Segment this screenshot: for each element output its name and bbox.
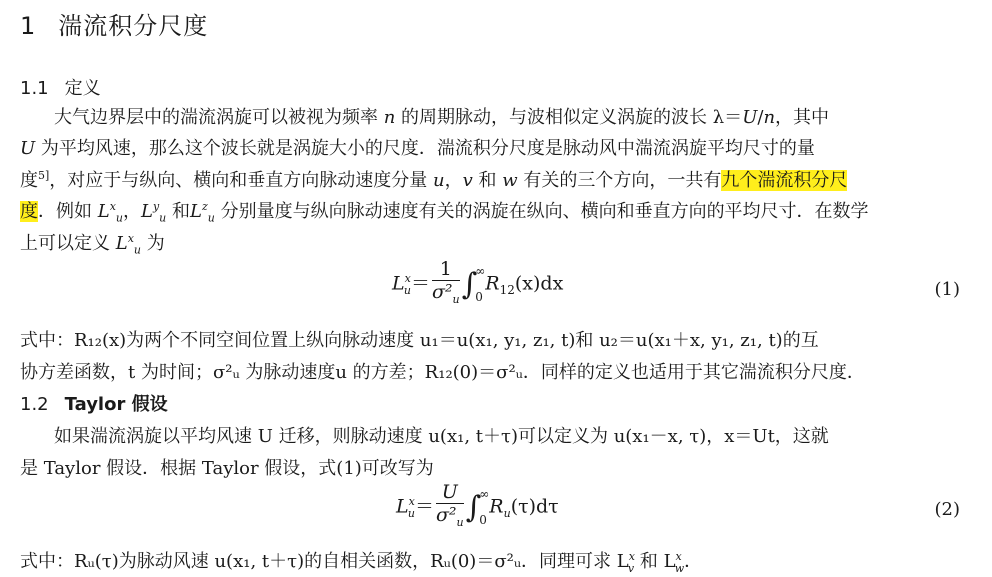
text-span: n	[383, 107, 396, 128]
text-span: 上可以定义	[20, 233, 116, 254]
text-span: z	[201, 200, 208, 213]
equation-2	[396, 481, 559, 534]
text-span: ∞	[479, 487, 490, 502]
text-span: 1	[432, 258, 460, 281]
subsection-heading-definition	[20, 74, 101, 100]
text-span: L	[190, 201, 202, 222]
text-span: u	[133, 243, 141, 257]
text-span: ∫	[461, 266, 478, 302]
paragraph-line	[20, 166, 847, 192]
text-span: x	[408, 495, 415, 509]
text-span: L	[392, 272, 405, 295]
text-span: R	[489, 495, 504, 518]
text-span: 度	[20, 170, 38, 191]
text-span: ，对应于与纵向、横向和垂直方向脉动速度分量	[49, 170, 434, 191]
text-span: /	[757, 107, 764, 128]
paragraph-line: 协方差函数，t 为时间；σ²ᵤ 为脉动速度u 的方差；R₁₂(0)＝σ²ᵤ．同样的定义也适用于其它湍流积分尺度．	[20, 362, 865, 383]
text-span: 为平均风速，那么这个波长就是涡旋大小的尺度．湍流积分尺度是脉动风中湍流涡旋平均尺寸的量	[35, 138, 815, 159]
text-span: 和	[472, 170, 503, 191]
text-span: 分别量度与纵向脉动速度有关的涡旋在纵向、横向和垂直方向的平均尺寸．在数学	[214, 201, 869, 222]
text-span: (x)dx	[514, 272, 564, 295]
text-span: 0	[475, 290, 483, 305]
text-span: u	[115, 211, 123, 225]
text-span: u	[207, 211, 215, 225]
text-span: ，	[123, 201, 141, 222]
text-span: σ²	[435, 504, 457, 526]
text-span: ，	[444, 170, 463, 191]
subsection-title: Taylor 假设	[64, 394, 168, 415]
section-heading	[20, 6, 208, 41]
paragraph-line	[20, 134, 815, 160]
text-span: 有关的三个方向，一共有	[517, 170, 722, 191]
text-span: ，其中	[775, 107, 830, 128]
text-span: (τ)dτ	[510, 495, 559, 518]
paragraph-line: 如果湍流涡旋以平均风速 U 迁移，则脉动速度 u(x₁, t＋τ)可以定义为 u(x₁－x, τ)，x＝Ut，这就	[54, 426, 829, 447]
text-span: L	[97, 201, 110, 222]
text-span: x	[127, 232, 134, 245]
text-span: 为	[141, 233, 165, 254]
text-span: L	[115, 233, 128, 254]
subsection-number: 1.1	[20, 78, 49, 99]
subsection-title: 定义	[64, 78, 101, 99]
text-span: L	[141, 201, 153, 222]
text-span: 12	[499, 283, 515, 298]
text-span: u	[159, 211, 167, 225]
text-span: U	[742, 107, 758, 128]
text-span: n	[763, 107, 776, 128]
paragraph-line	[20, 229, 165, 257]
text-span: v	[462, 170, 473, 191]
text-span: 1.2	[20, 394, 49, 415]
text-span: 大气边界层中的湍流涡旋可以被视为频率	[54, 107, 384, 128]
citation-ref: 5]	[38, 169, 50, 182]
text-span: 的周期脉动，与波相似定义涡旋的波长 λ＝	[395, 107, 743, 128]
highlighted-text: 九个湍流积分尺	[721, 170, 848, 191]
text-span: u	[452, 292, 460, 306]
text-span: ＝	[414, 495, 434, 518]
text-span: ＝	[410, 272, 430, 295]
text-span: x	[628, 550, 635, 563]
text-span: x	[109, 200, 116, 213]
text-span: u	[456, 515, 464, 529]
text-span: ．	[684, 551, 703, 572]
text-span: w	[502, 170, 518, 191]
paragraph-line: 是 Taylor 假设．根据 Taylor 假设，式(1)可改写为	[20, 458, 434, 479]
text-span: ∞	[475, 264, 486, 279]
text-span: σ²	[431, 281, 453, 303]
paragraph-line	[54, 103, 829, 129]
highlighted-text: 度	[20, 201, 38, 222]
paragraph-line	[20, 547, 702, 575]
text-span: y	[152, 200, 160, 213]
text-span: ．例如	[38, 201, 98, 222]
text-span: U	[20, 138, 36, 159]
text-span: 和	[166, 201, 190, 222]
text-span: u	[407, 507, 415, 521]
text-span: u	[503, 507, 511, 521]
text-span: 0	[479, 513, 487, 528]
text-span: v	[627, 561, 635, 575]
section-number: 1	[20, 12, 37, 40]
subsection-heading-taylor	[20, 390, 168, 416]
text-span: u	[403, 284, 411, 298]
paragraph-line: 式中：R₁₂(x)为两个不同空间位置上纵向脉动速度 u₁＝u(x₁, y₁, z₁, t)和 u₂＝u(x₁＋x, y₁, z₁, t)的互	[20, 330, 819, 351]
text-span: 和 L	[634, 551, 676, 572]
text-span: w	[674, 561, 685, 575]
equation-number-1: (1)	[934, 279, 960, 300]
text-span: u	[433, 170, 445, 191]
paragraph-line	[20, 197, 869, 225]
text-span: x	[404, 272, 411, 286]
section-title: 湍流积分尺度	[58, 12, 209, 40]
text-span: 式中：Rᵤ(τ)为脉动风速 u(x₁, t＋τ)的自相关函数，Rᵤ(0)＝σ²ᵤ．同理可求 L	[20, 551, 629, 572]
text-span: L	[396, 495, 409, 518]
text-span: R	[485, 272, 500, 295]
text-span: U	[441, 481, 458, 503]
text-span: ∫	[465, 489, 482, 525]
equation-1	[392, 258, 563, 311]
equation-number-2: (2)	[934, 499, 960, 520]
text-span: x	[675, 550, 682, 563]
